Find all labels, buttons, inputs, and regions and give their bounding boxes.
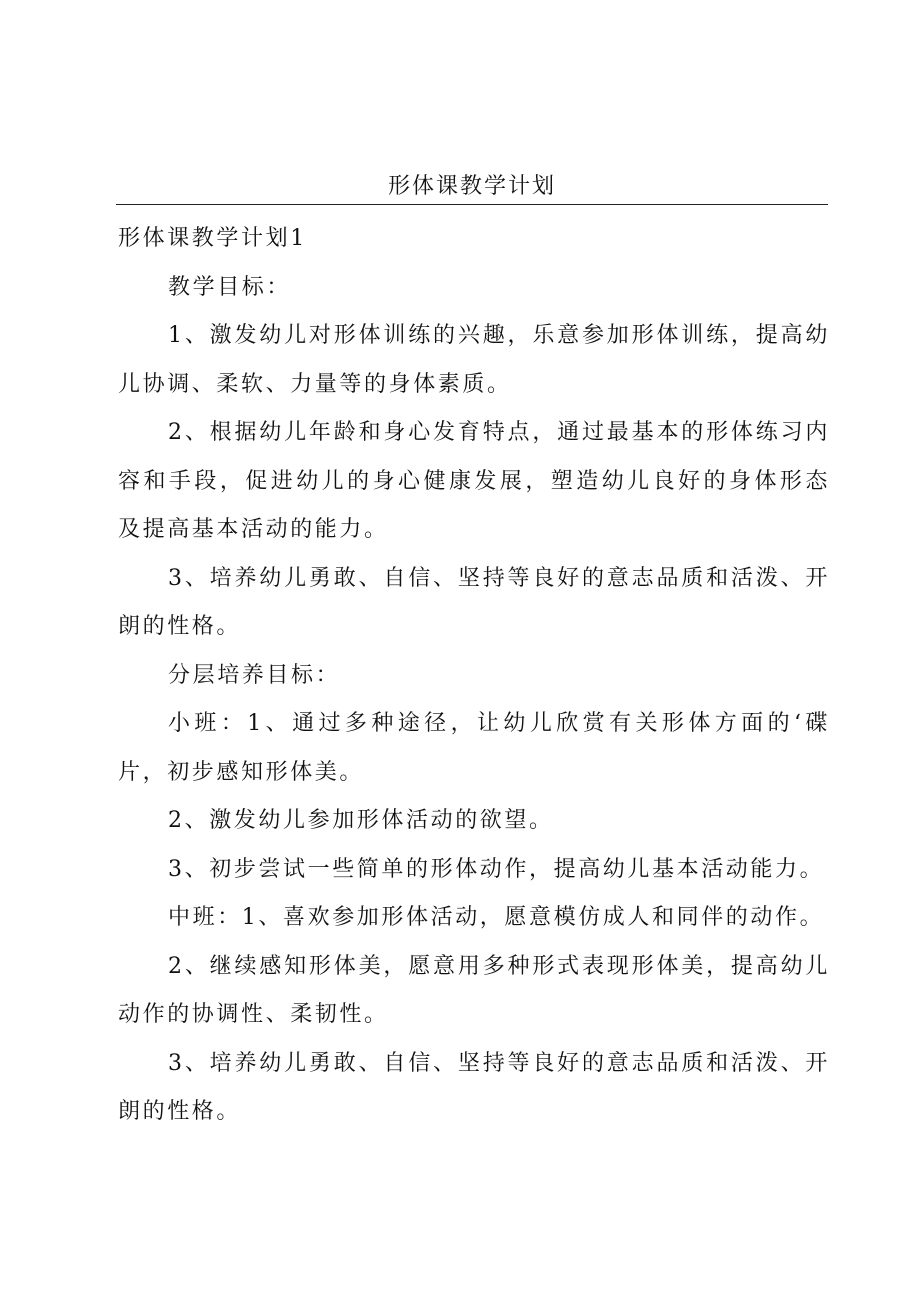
header-divider (116, 204, 828, 205)
paragraph-small-class-1: 小班：1、通过多种途径，让幼儿欣赏有关形体方面的‘碟片，初步感知形体美。 (118, 711, 830, 785)
paragraph-tiered-goals-heading: 分层培养目标： (168, 662, 341, 688)
paragraph-goal-3: 3、培养幼儿勇敢、自信、坚持等良好的意志品质和活泼、开朗的性格。 (118, 565, 830, 639)
page-header-title: 形体课教学计划 (387, 174, 556, 199)
paragraph-goal-2: 2、根据幼儿年龄和身心发育特点，通过最基本的形体练习内容和手段，促进幼儿的身心健康发展，塑造幼儿良好的身体形态及提高基本活动的能力。 (118, 420, 830, 542)
section-title: 形体课教学计划1 (118, 226, 307, 251)
paragraph-middle-class-3: 3、培养幼儿勇敢、自信、坚持等良好的意志品质和活泼、开朗的性格。 (118, 1050, 830, 1124)
paragraph-middle-class-2: 2、继续感知形体美，愿意用多种形式表现形体美，提高幼儿动作的协调性、柔韧性。 (118, 953, 830, 1027)
paragraph-teaching-goals-heading: 教学目标： (168, 274, 292, 300)
paragraph-goal-1: 1、激发幼儿对形体训练的兴趣，乐意参加形体训练，提高幼儿协调、柔软、力量等的身体素质。 (118, 323, 830, 397)
paragraph-small-class-2: 2、激发幼儿参加形体活动的欲望。 (168, 808, 554, 833)
paragraph-middle-class-1: 中班：1、喜欢参加形体活动，愿意模仿成人和同伴的动作。 (168, 905, 825, 930)
document-body (118, 215, 830, 1137)
paragraph-small-class-3: 3、初步尝试一些简单的形体动作，提高幼儿基本活动能力。 (168, 856, 825, 882)
